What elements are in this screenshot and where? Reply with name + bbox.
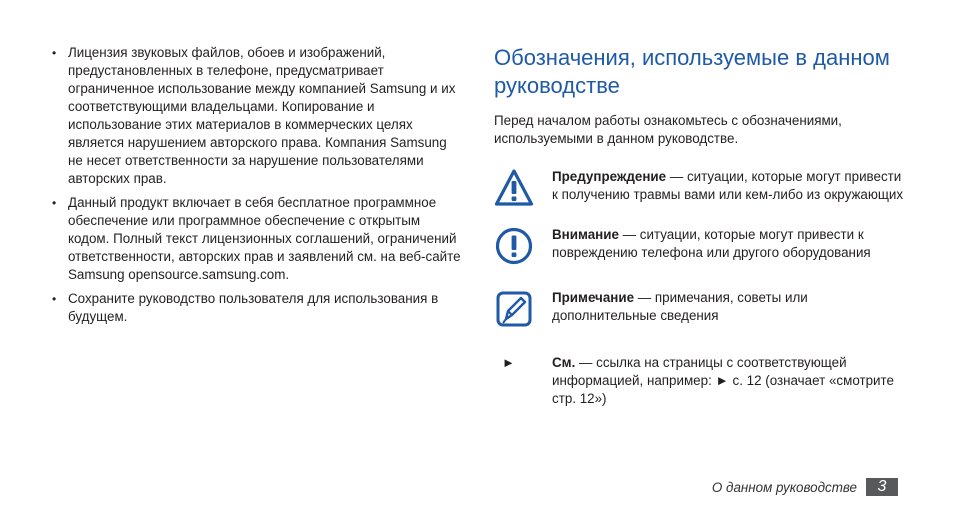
legend-term: Примечание (552, 290, 635, 305)
page-footer (712, 478, 898, 496)
legend-text (552, 226, 904, 262)
page-number-badge: 3 (866, 478, 898, 496)
warning-triangle-icon (494, 168, 534, 208)
list-item (52, 44, 462, 188)
footer-section-name: О данном руководстве (711, 479, 857, 495)
bullet-dot-icon: • (52, 292, 57, 306)
intro-text: Перед началом работы ознакомьтесь с обозначениями, используемыми в данном руководстве. (494, 113, 842, 146)
bullet-text: Данный продукт включает в себя бесплатное программное обеспечение или программное обеспечение с открытым кодом. Полный текст лицензионных соглашений, ограничений ответственности, авторских прав и заявлений см. на веб-сайте Samsung opensource.samsung.com. (68, 195, 461, 282)
note-pencil-icon (494, 289, 534, 329)
legend-term: См. (552, 355, 576, 370)
bullet-text: Сохраните руководство пользователя для использования в будущем. (68, 291, 439, 324)
caution-circle-icon (494, 226, 534, 266)
legend-term: Предупреждение (552, 169, 667, 184)
legend-description: — ситуации, которые могут привести к повреждению телефона или другого оборудования (552, 227, 871, 260)
legend-text (552, 168, 904, 204)
bullet-text: Лицензия звуковых файлов, обоев и изображений, предустановленных в телефоне, предусматривает ограниченное использование между компанией Samsung и их соответствующими владельцами. Копирование и использование этих материалов в коммерческих целях является нарушением авторского права. Компания Samsung не несет ответственности за нарушение пользователями авторских прав. (68, 45, 456, 186)
right-column (494, 44, 904, 408)
bullet-dot-icon: • (52, 196, 57, 210)
legend-text (552, 289, 904, 325)
list-item (52, 290, 462, 326)
section-title: Обозначения, используемые в данном руководстве (494, 45, 890, 98)
legend-item-caution (494, 226, 904, 262)
legend-description: — ситуации, которые могут привести к получению травмы вами или кем-либо из окружающих (552, 169, 904, 202)
bullet-list (52, 44, 462, 326)
left-column (52, 44, 462, 332)
legend-text (552, 354, 904, 408)
legend-item-note (494, 289, 904, 325)
bullet-dot-icon: • (52, 46, 57, 60)
legend-item-warning (494, 168, 904, 204)
legend-description: — примечания, советы или дополнительные сведения (552, 290, 808, 323)
legend-term: Внимание (552, 227, 619, 242)
list-item (52, 194, 462, 284)
arrow-right-icon: ► (502, 355, 515, 370)
legend-item-see (494, 354, 904, 408)
legend-description: — ссылка на страницы с соответствующей информацией, например: ► с. 12 (означает «смотрите стр. 12») (552, 355, 894, 406)
